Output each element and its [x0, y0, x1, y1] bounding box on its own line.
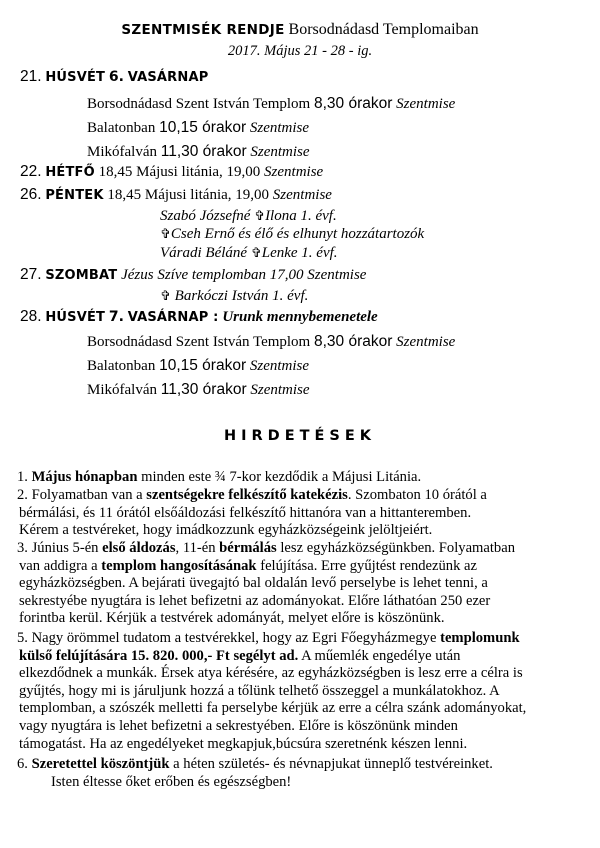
mass-time: 11,30 órakor — [160, 381, 247, 398]
cross-icon: ✞ — [254, 209, 266, 224]
day-name: SZOMBAT — [45, 268, 118, 283]
intention-name: Szabó Józsefné — [160, 208, 251, 224]
mass-place: Balatonban — [87, 358, 156, 374]
text: felújítása. Erre gyűjtést rendezünk az — [256, 557, 477, 574]
text: forintba kerül. Kérjük a testvérek adományát, melyet előre is köszönünk. — [19, 610, 445, 627]
mass-type: Szentmise — [272, 187, 332, 203]
bold-text: bérmálás — [219, 540, 277, 556]
day-26-heading — [20, 186, 332, 205]
page-title — [0, 21, 600, 39]
mass-time: 10,15 órakor — [159, 357, 247, 374]
announcement-3 — [17, 540, 597, 628]
text: a héten születés- és névnapjukat ünneplő testvéreinket. — [169, 756, 493, 772]
mass-place: Mikófalván — [87, 144, 157, 160]
day-number: 27. — [20, 266, 42, 283]
text: 5. Nagy örömmel tudatom a testvérekkel, hogy az Egri Főegyházmegye — [17, 630, 441, 646]
intention-line — [160, 244, 338, 263]
mass-time: 8,30 órakor — [313, 333, 393, 350]
announcement-5 — [17, 630, 597, 753]
bold-text: templomunk — [440, 630, 520, 646]
mass-type: Szentmise — [396, 334, 456, 350]
day-name-suffix: VASÁRNAP : — [127, 310, 219, 325]
day-number: 26. — [20, 186, 42, 203]
day-name: HÚSVÉT — [45, 70, 106, 85]
cross-icon: ✞ — [160, 227, 171, 242]
mass-type: Szentmise — [249, 120, 310, 136]
date-range: 2017. Május 21 - 28 - ig. — [227, 43, 373, 59]
day-number: 28. — [20, 308, 42, 325]
day-text: 18,45 Májusi litánia, 19,00 — [107, 187, 270, 203]
mass-place: Mikófalván — [87, 382, 157, 398]
mass-line — [87, 95, 455, 113]
bold-text: első áldozás — [102, 540, 176, 556]
bold-text: szentségekre felkészítő katekézis — [146, 487, 348, 503]
day-name: HÉTFŐ — [45, 165, 95, 180]
day-name-suffix: VASÁRNAP — [127, 70, 209, 85]
text: minden este ¾ 7-kor kezdődik a Májusi Litánia. — [137, 469, 422, 485]
mass-time: 8,30 órakor — [313, 95, 393, 112]
mass-type: Szentmise — [250, 382, 310, 398]
bold-text: Május hónapban — [31, 469, 138, 485]
text: A műemlék engedélye után — [298, 647, 461, 664]
intention-line — [160, 225, 424, 244]
text: 6. — [17, 756, 32, 772]
intention-line — [160, 207, 337, 226]
day-number: 22. — [20, 163, 42, 180]
text: egyházközségben. A bejárati üvegajtó bal oldalán levő perselybe is lehet tenni, a — [19, 575, 488, 592]
day-name: HÚSVÉT — [45, 310, 106, 325]
mass-time: 10,15 órakor — [159, 119, 247, 136]
day-number: 21. — [20, 68, 42, 85]
announcements-heading: HIRDETÉSEK — [223, 428, 377, 444]
mass-place: Borsodnádasd Szent István Templom — [87, 96, 311, 112]
text: van addigra a — [19, 557, 102, 574]
text: Kérem a testvéreket, hogy imádkozzunk egyházközségeink jelöltjeiért. — [19, 522, 433, 539]
day-27-heading — [20, 266, 366, 285]
day-ordinal: 7. — [108, 309, 124, 325]
cross-icon: ✞ — [160, 289, 171, 304]
mass-line — [87, 381, 310, 399]
mass-type: Szentmise — [250, 144, 310, 160]
announcement-1 — [17, 469, 597, 487]
mass-type: Szentmise — [264, 164, 324, 180]
day-21-heading — [20, 68, 208, 87]
text: sekrestyébe nyugtára is lehet befizetni az adományokat. Előre láthatóan 250 ezer — [19, 592, 491, 609]
day-22-heading — [20, 163, 323, 182]
text: , 11-én — [175, 540, 220, 556]
title-caps: SZENTMISÉK RENDJE — [121, 22, 285, 38]
text: templomban, a szószék melletti fa perselybe kérjük az erre a célra szánk adományokat, — [19, 700, 527, 717]
mass-line — [87, 357, 309, 375]
day-name: PÉNTEK — [45, 188, 104, 203]
mass-line — [87, 143, 310, 161]
intention-detail: Lenke 1. évf. — [261, 245, 338, 261]
text: vagy nyugtára is lehet befizetni a sekrestyében. Előre is köszönünk minden — [19, 717, 458, 734]
intention-name: Cseh Ernő és élő és elhunyt hozzátartozók — [170, 226, 425, 242]
text: lesz egyházközségünkben. Folyamatban — [276, 540, 516, 556]
mass-line — [87, 119, 309, 137]
text: gyűjtés, hogy mi is járuljunk hozzá a tőlünk telhető összeggel a munkálatokhoz. A — [19, 682, 500, 699]
day-ordinal: 6. — [108, 69, 124, 85]
text: 1. — [17, 469, 32, 485]
announcement-6 — [17, 756, 597, 791]
text: támogatást. Ha az engedélyeket megkapjuk,búcsúra szeretnénk készen lenni. — [19, 735, 468, 752]
text: 2. Folyamatban van a — [17, 487, 147, 503]
mass-time: 11,30 órakor — [160, 143, 247, 160]
intention-name: Váradi Béláné — [160, 245, 248, 261]
text: 3. Június 5-én — [17, 540, 103, 556]
mass-place: Borsodnádasd Szent István Templom — [87, 334, 311, 350]
text: Isten éltesse őket erőben és egészségben! — [51, 773, 292, 790]
cross-icon: ✞ — [250, 246, 262, 261]
text: bérmálási, és 11 órától elsőáldozási felkészítő hittanóra van a hittanteremben. — [19, 504, 472, 521]
day-28-heading — [20, 308, 378, 327]
mass-line — [87, 333, 455, 351]
mass-type: Szentmise — [396, 96, 456, 112]
announcement-2 — [17, 487, 597, 540]
bold-text: külső felújítására 15. 820. 000,- Ft segélyt ad. — [19, 647, 299, 664]
intention-line — [160, 287, 308, 306]
intention-detail: Ilona 1. évf. — [265, 208, 337, 224]
intention-name: Barkóczi István 1. évf. — [174, 288, 309, 304]
mass-type: Szentmise — [249, 358, 310, 374]
mass-place: Balatonban — [87, 120, 156, 136]
day-text: 18,45 Májusi litánia, 19,00 — [98, 164, 261, 180]
day-text: Jézus Szíve templomban 17,00 Szentmise — [121, 267, 367, 283]
text: . Szombaton 10 órától a — [347, 487, 487, 503]
day-subtitle: Urunk mennybemenetele — [222, 309, 378, 325]
text: elkezdődnek a munkák. Érsek atya kérésére, az egyházközségben is lesz erre a célra is — [19, 665, 523, 682]
bold-text: Szeretettel köszöntjük — [31, 756, 170, 772]
title-rest: Borsodnádasd Templomaiban — [288, 21, 479, 38]
bold-text: templom hangosításának — [101, 557, 257, 574]
